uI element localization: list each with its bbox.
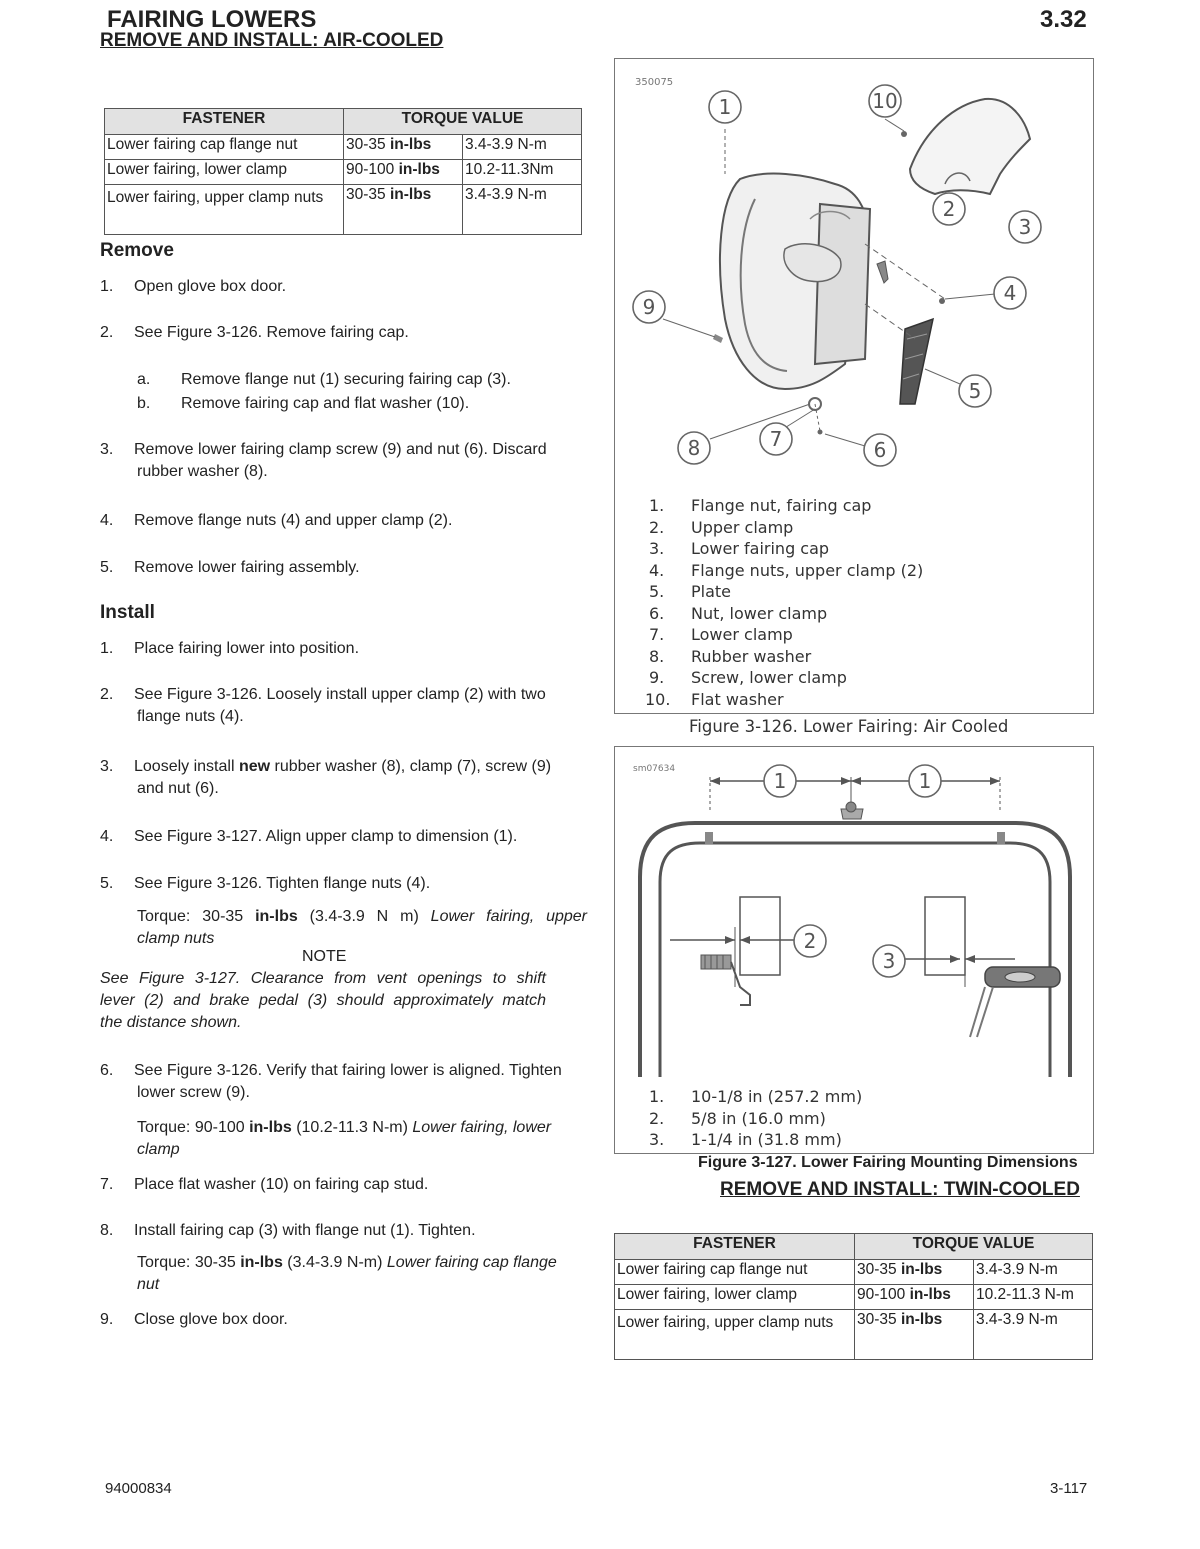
- figure-3-127-legend: 1. 10-1/8 in (257.2 mm) 2. 5/8 in (16.0 mm) 3. 1-1/4 in (31.8 mm): [649, 1087, 863, 1149]
- install-heading: Install: [100, 602, 155, 623]
- remove-heading: Remove: [100, 240, 174, 261]
- fastener-cell: Lower fairing, lower clamp: [615, 1285, 855, 1310]
- torque-nm-cell: 3.4-3.9 N-m: [463, 185, 582, 235]
- page-subtitle: REMOVE AND INSTALL: AIR-COOLED: [100, 30, 444, 51]
- table-row: [615, 1260, 1093, 1285]
- fastener-cell: Lower fairing, upper clamp nuts: [105, 185, 344, 235]
- callout-2: [794, 925, 826, 957]
- torque-inlbs-cell: 30-35 in-lbs: [855, 1310, 974, 1360]
- figure-3-126-caption: Figure 3-126. Lower Fairing: Air Cooled: [689, 717, 1009, 736]
- table-row: [105, 135, 582, 160]
- note-label: NOTE: [302, 948, 347, 965]
- callout-8: [678, 432, 710, 464]
- callout-2: [933, 193, 965, 225]
- torque-inlbs-cell: 90-100 in-lbs: [344, 160, 463, 185]
- torque-spec-upper-clamp: Torque: 30-35 in-lbs (3.4-3.9 N m) Lower fairing, upper clamp nuts: [137, 908, 587, 947]
- table-row: [105, 160, 582, 185]
- svg-text:6: 6: [873, 438, 887, 462]
- svg-text:3: 3: [882, 949, 896, 973]
- twin-cooled-torque-table: [614, 1233, 1093, 1360]
- fastener-cell: Lower fairing cap flange nut: [105, 135, 344, 160]
- callout-3: [1009, 211, 1041, 243]
- figure-3-127: [614, 746, 1094, 1154]
- callout-1: [709, 91, 741, 123]
- torque-nm-cell: 3.4-3.9 N-m: [974, 1260, 1093, 1285]
- table-header-torque: TORQUE VALUE: [855, 1234, 1093, 1260]
- svg-text:5: 5: [968, 379, 982, 403]
- torque-spec-cap-nut: Torque: 30-35 in-lbs (3.4-3.9 N-m) Lower fairing cap flange nut: [137, 1254, 557, 1293]
- callout-6: [864, 434, 896, 466]
- torque-nm-cell: 3.4-3.9 N-m: [463, 135, 582, 160]
- twin-cooled-heading: REMOVE AND INSTALL: TWIN-COOLED: [720, 1179, 1080, 1200]
- callout-7: [760, 423, 792, 455]
- torque-nm-cell: 10.2-11.3 N-m: [974, 1285, 1093, 1310]
- torque-inlbs-cell: 30-35 in-lbs: [344, 185, 463, 235]
- callout-9: [633, 291, 665, 323]
- air-cooled-torque-table: [104, 108, 582, 235]
- callout-3: [873, 945, 905, 977]
- fastener-cell: Lower fairing, lower clamp: [105, 160, 344, 185]
- callout-10: [869, 85, 901, 117]
- note-text: See Figure 3-127. Clearance from vent openings to shift lever (2) and brake pedal (3) should approximately match the distance shown.: [100, 970, 546, 1031]
- fastener-cell: Lower fairing cap flange nut: [615, 1260, 855, 1285]
- torque-inlbs-cell: 90-100 in-lbs: [855, 1285, 974, 1310]
- svg-text:8: 8: [687, 436, 701, 460]
- fairing-exploded-diagram: [615, 59, 1093, 499]
- callout-4: [994, 277, 1026, 309]
- svg-text:1: 1: [773, 769, 787, 793]
- torque-nm-cell: 3.4-3.9 N-m: [974, 1310, 1093, 1360]
- svg-text:10: 10: [872, 89, 898, 113]
- torque-spec-lower-clamp: Torque: 90-100 in-lbs (10.2-11.3 N-m) Lower fairing, lower clamp: [137, 1119, 552, 1158]
- torque-nm-cell: 10.2-11.3Nm: [463, 160, 582, 185]
- svg-text:3: 3: [1018, 215, 1032, 239]
- page-number: 3-117: [1050, 1480, 1088, 1497]
- torque-inlbs-cell: 30-35 in-lbs: [855, 1260, 974, 1285]
- table-row: [615, 1285, 1093, 1310]
- figure-code: 350075: [635, 77, 674, 88]
- table-row: [615, 1310, 1093, 1360]
- document-number: 94000834: [105, 1480, 172, 1497]
- svg-text:1: 1: [718, 95, 732, 119]
- figure-3-126-legend: 1. Flange nut, fairing cap 2. Upper clamp 3. Lower fairing cap 4. Flange nuts, upper clamp (2) 5. Plate 6. Nut, lower clamp 7. Lower clamp 8. Rubber washer 9. Screw, lower clamp 10. Flat washer: [645, 496, 924, 709]
- svg-text:4: 4: [1003, 281, 1017, 305]
- table-row: [105, 185, 582, 235]
- figure-3-126: [614, 58, 1094, 714]
- page-title: FAIRING LOWERS: [107, 6, 317, 33]
- table-header-torque: TORQUE VALUE: [344, 109, 582, 135]
- torque-inlbs-cell: 30-35 in-lbs: [344, 135, 463, 160]
- callout-5: [959, 375, 991, 407]
- figure-3-127-caption: Figure 3-127. Lower Fairing Mounting Dimensions: [698, 1154, 1078, 1171]
- table-header-fastener: FASTENER: [105, 109, 344, 135]
- svg-text:1: 1: [918, 769, 932, 793]
- callout-1-right: [909, 765, 941, 797]
- figure-code: sm07634: [633, 764, 676, 774]
- mounting-dimensions-diagram: [615, 747, 1093, 1077]
- fastener-cell: Lower fairing, upper clamp nuts: [615, 1310, 855, 1360]
- table-header-fastener: FASTENER: [615, 1234, 855, 1260]
- svg-text:9: 9: [642, 295, 656, 319]
- svg-text:7: 7: [769, 427, 783, 451]
- section-number: 3.32: [1040, 6, 1087, 33]
- callout-1-left: [764, 765, 796, 797]
- svg-text:2: 2: [803, 929, 817, 953]
- svg-text:2: 2: [942, 197, 956, 221]
